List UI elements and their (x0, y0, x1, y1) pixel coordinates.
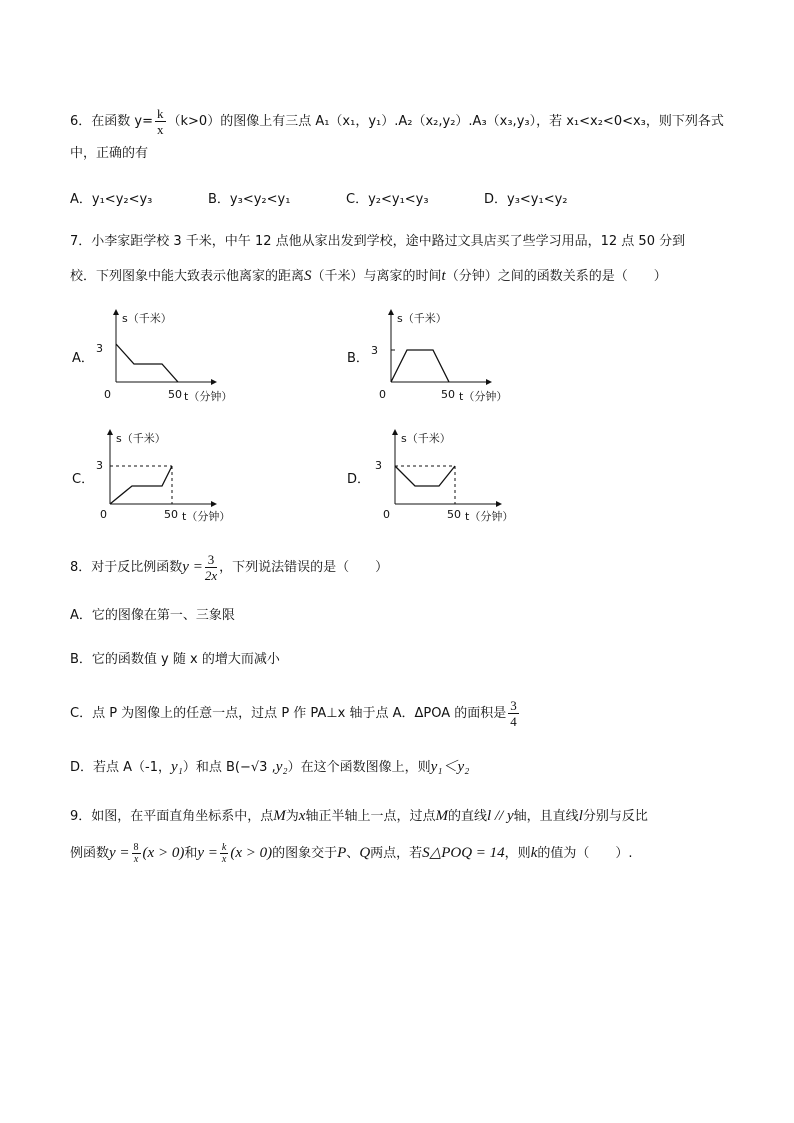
graph-a (90, 308, 250, 408)
q9-frac-8-x: $\frac{8}{x}$ (133, 842, 139, 865)
q8-option-c-fraction: $\frac{3}{4}$ (510, 698, 517, 729)
graph-d (365, 428, 525, 528)
graph-a-y-label: s（千米） (122, 312, 172, 325)
q6-suffix: （k>0）的图像上有三点 A₁（x₁，y₁）.A₂（x₂,y₂）.A₃（x₃,y₃），若 x₁<x₂<0<x₃，则下列各式 (167, 114, 724, 129)
graph-a-y-tick: 3 (96, 342, 103, 355)
graph-c-curve (110, 466, 172, 504)
graph-c-y-tick: 3 (96, 459, 103, 472)
q9-line1: 9．如图，在平面直角坐标系中，点M为x轴正半轴上一点，过点M的直线l // y轴，且直线l分别与反比 (70, 808, 648, 824)
graph-a-x-label: t（分钟） (184, 390, 233, 403)
q6-line1 (70, 106, 724, 137)
graph-b-curve (391, 350, 449, 382)
graph-b-y-tick: 3 (371, 344, 378, 357)
graph-b (365, 308, 525, 408)
q6-line2: 中，正确的有 (70, 146, 149, 161)
graph-a-origin: 0 (104, 388, 111, 401)
q8-fraction: $\frac{3}{2x}$ (204, 552, 218, 583)
graph-d-y-label: s（千米） (401, 432, 451, 445)
graph-d-x-tick: 50 (447, 508, 461, 521)
graph-a-x-tick: 50 (168, 388, 182, 401)
q8-option-b: B．它的函数值 y 随 x 的增大而减小 (70, 652, 280, 667)
graph-b-y-label: s（千米） (397, 312, 447, 325)
graph-d-curve (395, 466, 455, 486)
graph-d-origin: 0 (383, 508, 390, 521)
q7-line2: 校．下列图象中能大致表示他离家的距离S（千米）与离家的时间t（分钟）之间的函数关系的是（ ） (70, 268, 667, 284)
graph-b-x-tick: 50 (441, 388, 455, 401)
q9-frac-k-x: $\frac{k}{x}$ (221, 842, 227, 865)
q6-fraction: $\frac{k}{x}$ (157, 106, 164, 137)
q8-option-d: D．若点 A（-1，y₁）和点 B(−√3 ,y₂）在这个函数图像上，则y₁＜y₂ (70, 759, 470, 775)
graph-b-x-label: t（分钟） (459, 390, 508, 403)
graph-c-x-tick: 50 (164, 508, 178, 521)
graph-c-label: C． (72, 472, 95, 487)
graph-b-label: B． (347, 351, 369, 366)
q6-option-b: B．y₃<y₂<y₁ (208, 192, 291, 207)
graph-d-y-tick: 3 (375, 459, 382, 472)
q6-option-c: C．y₂<y₁<y₃ (346, 192, 429, 207)
q6-option-a: A．y₁<y₂<y₃ (70, 192, 153, 207)
q8-option-c: C．点 P 为图像上的任意一点，过点 P 作 PA⊥x 轴于点 A．ΔPOA 的面积是 $\frac{3}{4}$ (70, 698, 517, 729)
graph-a-label: A． (72, 351, 94, 366)
graph-d-label: D． (347, 472, 371, 487)
q8-stem: 8．对于反比例函数y = $\frac{3}{2x}$ ，下列说法错误的是（ ） (70, 552, 389, 583)
graph-c-y-label: s（千米） (116, 432, 166, 445)
graph-b-origin: 0 (379, 388, 386, 401)
q6-prefix: 6．在函数 y= (70, 114, 153, 129)
q7-line1: 7．小李家距学校 3 千米，中午 12 点他从家出发到学校，途中路过文具店买了些学习用品，12 点 50 分到 (70, 234, 686, 249)
graph-a-curve (116, 344, 178, 382)
q6-option-d: D．y₃<y₁<y₂ (484, 192, 568, 207)
q9-line2: 例函数y = $\frac{8}{x}$ (x > 0)和y = $\frac{k}{x}$ (x > 0)的图象交于P、Q两点，若S△POQ = 14，则k的值为（ ）. (70, 842, 633, 865)
graph-c (90, 428, 250, 528)
graph-c-origin: 0 (100, 508, 107, 521)
graph-c-x-label: t（分钟） (182, 510, 231, 523)
q8-option-a: A．它的图像在第一、三象限 (70, 608, 235, 623)
graph-d-x-label: t（分钟） (465, 510, 514, 523)
